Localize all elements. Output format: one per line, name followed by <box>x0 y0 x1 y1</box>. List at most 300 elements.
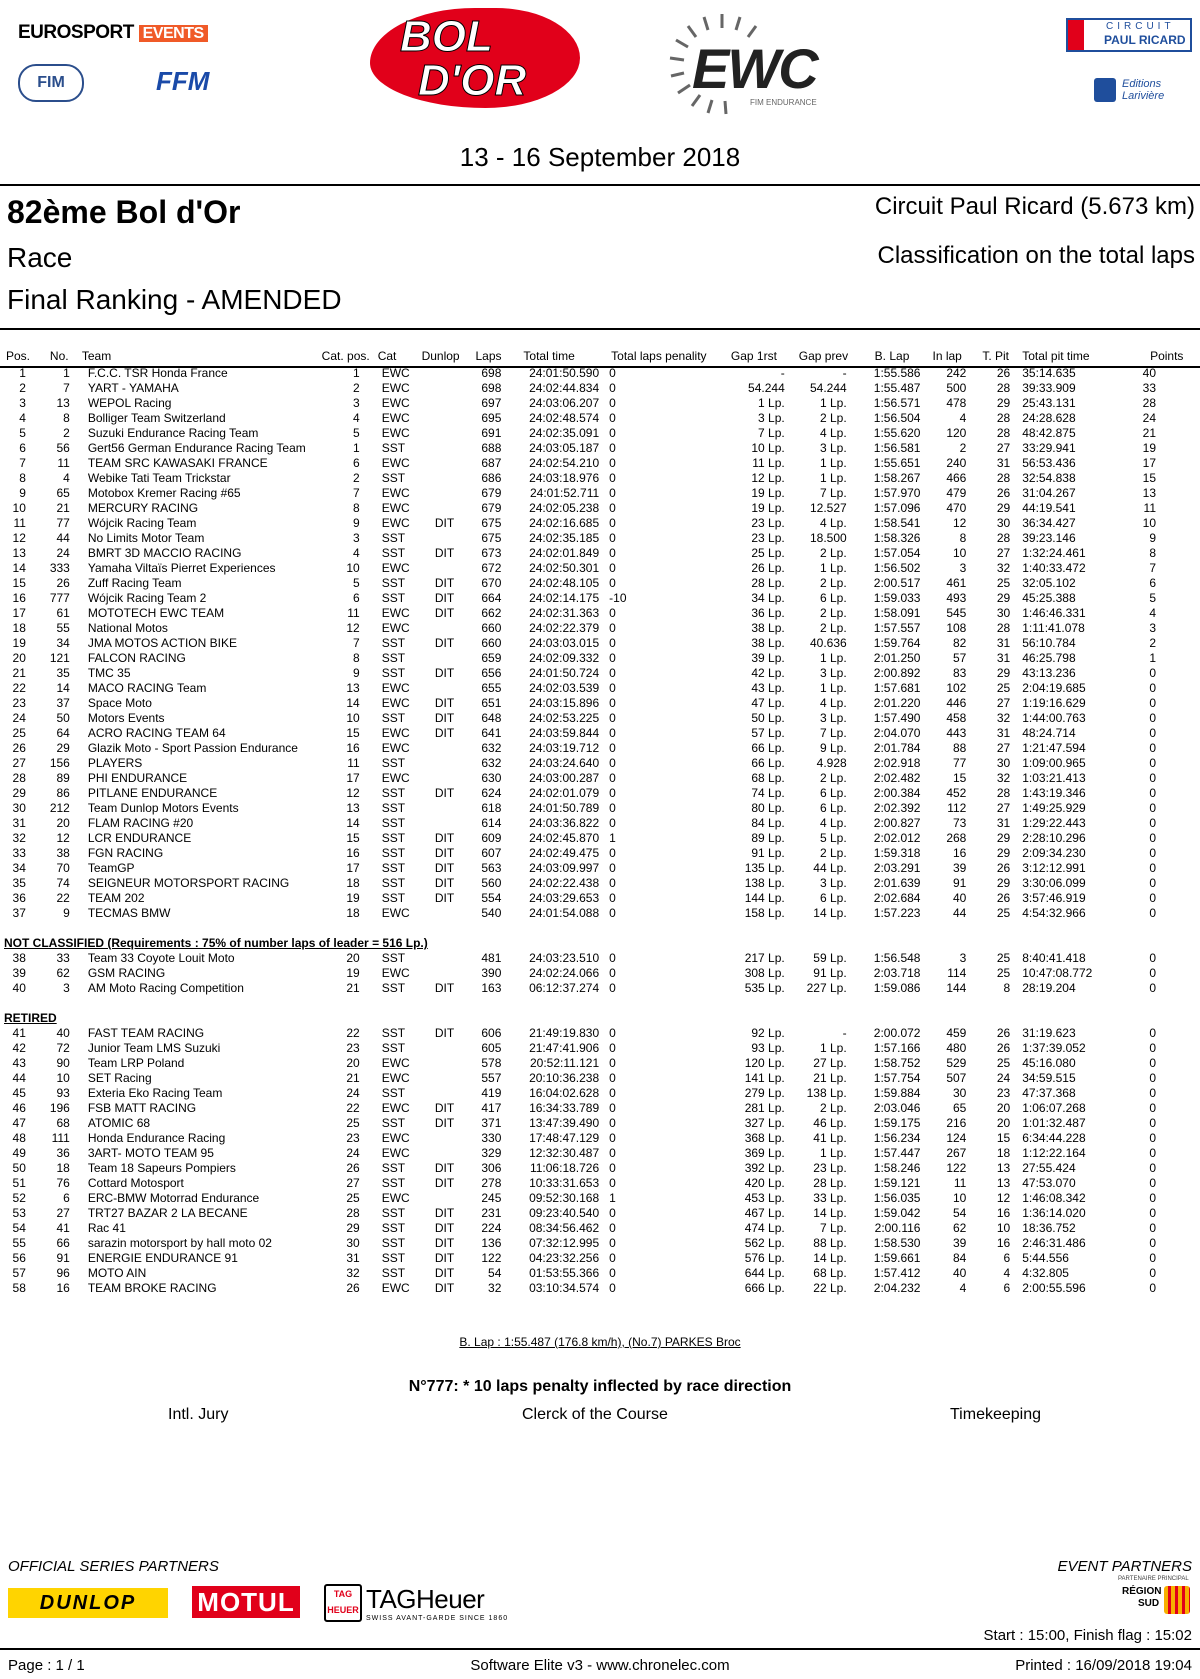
cell-gap-first: 7 Lp. <box>758 426 785 440</box>
cell-laps: 306 <box>481 1161 502 1175</box>
cell-cat-pos: 31 <box>346 1251 360 1265</box>
cell-pos: 29 <box>12 786 26 800</box>
cell-points: 3 <box>1149 621 1156 635</box>
table-row <box>0 906 1200 921</box>
cell-points: 0 <box>1149 1281 1156 1295</box>
cell-dunlop: DIT <box>434 981 455 995</box>
table-row <box>0 1191 1200 1206</box>
cell-total-pit-time: 8:40:41.418 <box>1022 951 1086 965</box>
cell-laps: 655 <box>481 681 502 695</box>
cell-dunlop: DIT <box>434 1116 455 1130</box>
cell-gap-prev: 23 Lp. <box>813 1161 847 1175</box>
cell-pos: 58 <box>12 1281 26 1295</box>
cell-dunlop: DIT <box>434 711 455 725</box>
cell-gap-first: 135 Lp. <box>744 861 785 875</box>
cell-gap-first: 120 Lp. <box>744 1056 785 1070</box>
cell-in-lap: 39 <box>952 1236 967 1250</box>
cell-points: 8 <box>1149 546 1156 560</box>
cell-cat: SST <box>381 1266 406 1280</box>
table-row <box>0 891 1200 906</box>
cell-in-lap: 4 <box>959 411 967 425</box>
cell-gap-first: 420 Lp. <box>744 1176 785 1190</box>
cell-in-lap: 458 <box>946 711 967 725</box>
cell-cat-pos: 15 <box>346 726 360 740</box>
event-partners-title: EVENT PARTNERS <box>1057 1558 1192 1575</box>
cell-total-time: 17:48:47.129 <box>529 1131 600 1145</box>
cell-points: 28 <box>1142 396 1156 410</box>
cell-pos: 48 <box>12 1131 26 1145</box>
ewc-text: EWC <box>692 37 817 100</box>
ffm-text: FFM <box>156 66 210 96</box>
table-row <box>0 1056 1200 1071</box>
tag-heuer-shield <box>324 1584 362 1622</box>
fim-text: FIM <box>37 74 65 91</box>
cell-best-lap: 2:01.639 <box>873 876 921 890</box>
cell-gap-first: 50 Lp. <box>751 711 785 725</box>
cell-gap-prev: 1 Lp. <box>819 471 847 485</box>
cell-cat-pos: 18 <box>346 876 360 890</box>
cell-dunlop <box>422 951 468 966</box>
cell-pos: 46 <box>12 1101 26 1115</box>
cell-total-time: 24:02:48.574 <box>529 411 600 425</box>
cell-gap-first: 26 Lp. <box>751 561 785 575</box>
cell-cat: SST <box>381 651 406 665</box>
cell-pos: 4 <box>19 411 26 425</box>
cell-total-time: 06:12:37.274 <box>529 981 600 995</box>
cell-total-pit-time: 2:46:31.486 <box>1022 1236 1086 1250</box>
cell-cat: EWC <box>381 606 410 620</box>
cell-points: 0 <box>1149 1266 1156 1280</box>
cell-penality: 0 <box>609 531 616 545</box>
cell-team: 3ART- MOTO TEAM 95 <box>87 1146 214 1160</box>
cell-points: 10 <box>1142 516 1156 530</box>
cell-cat: SST <box>381 816 406 830</box>
best-lap-note: B. Lap : 1:55.487 (176.8 km/h), (No.7) PARKES Broc <box>459 1335 741 1349</box>
cell-gap-first: 23 Lp. <box>751 516 785 530</box>
cell-laps: 624 <box>481 786 502 800</box>
cell-penality: 0 <box>609 471 616 485</box>
cell-cat-pos: 1 <box>353 441 360 455</box>
cell-cat-pos: 20 <box>346 951 360 965</box>
cell-total-time: 24:03:15.896 <box>529 696 600 710</box>
cell-t-pit: 27 <box>996 801 1011 815</box>
cell-t-pit: 26 <box>996 1026 1011 1040</box>
cell-total-time: 24:02:31.363 <box>529 606 600 620</box>
cell-best-lap: 1:58.530 <box>873 1236 921 1250</box>
cell-cat-pos: 26 <box>346 1281 360 1295</box>
boldor-logo <box>370 8 580 108</box>
cell-in-lap: 459 <box>946 1026 967 1040</box>
cell-gap-prev: 3 Lp. <box>819 876 847 890</box>
cell-penality: 0 <box>609 726 616 740</box>
cell-in-lap: 461 <box>946 576 967 590</box>
cell-total-time: 24:02:14.175 <box>529 591 600 605</box>
cell-best-lap: 1:56.581 <box>873 441 921 455</box>
cell-dunlop <box>422 756 468 771</box>
cell-gap-prev: 1 Lp. <box>819 1146 847 1160</box>
cell-cat-pos: 25 <box>346 1116 360 1130</box>
cell-dunlop: DIT <box>434 831 455 845</box>
cell-points: 0 <box>1149 1191 1156 1205</box>
cell-team: Wójcik Racing Team 2 <box>87 591 207 605</box>
col-cat: Cat <box>377 349 397 363</box>
cell-gap-first: 92 Lp. <box>751 1026 785 1040</box>
cell-points: 0 <box>1149 1071 1156 1085</box>
cell-team: Honda Endurance Racing <box>87 1131 226 1145</box>
cell-t-pit: 27 <box>996 741 1011 755</box>
cell-pos: 35 <box>12 876 26 890</box>
cell-best-lap: 2:02.392 <box>873 801 921 815</box>
cell-team: FGN RACING <box>87 846 164 860</box>
cell-pos: 30 <box>12 801 26 815</box>
cell-t-pit: 28 <box>996 531 1011 545</box>
cell-t-pit: 28 <box>996 381 1011 395</box>
session-title: Race <box>7 242 73 273</box>
cell-in-lap: 242 <box>946 366 967 380</box>
cell-gap-first: 57 Lp. <box>751 726 785 740</box>
cell-no: 333 <box>49 561 70 575</box>
cell-gap-prev: 91 Lp. <box>813 966 847 980</box>
table-row <box>0 1071 1200 1086</box>
cell-in-lap: 216 <box>946 1116 967 1130</box>
jury-signature-label: Intl. Jury <box>168 1406 229 1423</box>
cell-cat: EWC <box>381 366 410 380</box>
printed-date: Printed : 16/09/2018 19:04 <box>1015 1657 1192 1674</box>
cell-gap-first: 38 Lp. <box>751 621 785 635</box>
cell-gap-prev: 9 Lp. <box>819 741 847 755</box>
table-row <box>0 1131 1200 1146</box>
cell-dunlop: DIT <box>434 1281 455 1295</box>
cell-cat-pos: 16 <box>346 846 360 860</box>
cell-team: F.C.C. TSR Honda France <box>87 366 228 380</box>
cell-no: 44 <box>56 531 70 545</box>
cell-no: 1 <box>63 366 70 380</box>
cell-dunlop <box>422 561 468 576</box>
cell-in-lap: 268 <box>946 831 967 845</box>
cell-penality: 0 <box>609 1281 616 1295</box>
cell-total-time: 24:03:29.653 <box>529 891 600 905</box>
cell-pos: 40 <box>12 981 26 995</box>
cell-no: 70 <box>56 861 70 875</box>
cell-cat-pos: 20 <box>346 1056 360 1070</box>
cell-in-lap: 15 <box>952 771 967 785</box>
cell-total-pit-time: 6:34:44.228 <box>1022 1131 1086 1145</box>
table-row <box>0 606 1200 621</box>
cell-dunlop: DIT <box>434 591 455 605</box>
fim-logo <box>18 64 84 102</box>
cell-t-pit: 28 <box>996 426 1011 440</box>
cell-cat-pos: 22 <box>346 1026 360 1040</box>
cell-in-lap: 11 <box>953 1176 967 1190</box>
cell-t-pit: 28 <box>996 786 1011 800</box>
cell-team: GSM RACING <box>87 966 166 980</box>
cell-total-time: 04:23:32.256 <box>529 1251 600 1265</box>
cell-total-time: 24:01:52.711 <box>529 486 600 500</box>
cell-dunlop: DIT <box>434 1206 455 1220</box>
cell-gap-first: 91 Lp. <box>751 846 785 860</box>
cell-t-pit: 6 <box>1003 1281 1011 1295</box>
cell-t-pit: 31 <box>996 636 1011 650</box>
table-header-underline <box>0 366 1200 368</box>
cell-gap-prev: 7 Lp. <box>819 1221 847 1235</box>
cell-gap-prev: 6 Lp. <box>819 786 847 800</box>
cell-points: 0 <box>1149 1131 1156 1145</box>
cell-laps: 390 <box>481 966 502 980</box>
cell-gap-first: 138 Lp. <box>744 876 785 890</box>
cell-no: 41 <box>56 1221 70 1235</box>
cell-laps: 656 <box>481 666 502 680</box>
cell-cat-pos: 17 <box>346 861 360 875</box>
cell-best-lap: 1:56.548 <box>873 951 921 965</box>
cell-laps: 163 <box>481 981 502 995</box>
cell-dunlop: DIT <box>434 666 455 680</box>
cell-gap-first: 19 Lp. <box>751 486 785 500</box>
cell-no: 37 <box>56 696 70 710</box>
cell-gap-prev: 1 Lp. <box>819 681 847 695</box>
cell-pos: 8 <box>19 471 26 485</box>
cell-dunlop: DIT <box>434 786 455 800</box>
cell-pos: 37 <box>12 906 26 920</box>
cell-best-lap: 1:55.651 <box>873 456 921 470</box>
cell-in-lap: 30 <box>952 1086 967 1100</box>
cell-no: 13 <box>56 396 70 410</box>
cell-team: Rac 41 <box>87 1221 126 1235</box>
cell-best-lap: 1:57.970 <box>873 486 921 500</box>
cell-points: 0 <box>1149 786 1156 800</box>
cell-best-lap: 1:57.681 <box>873 681 921 695</box>
cell-no: 20 <box>56 816 70 830</box>
cell-no: 8 <box>63 411 70 425</box>
cell-points: 15 <box>1142 471 1156 485</box>
cell-cat-pos: 23 <box>346 1131 360 1145</box>
table-row <box>0 471 1200 486</box>
cell-t-pit: 27 <box>996 696 1011 710</box>
cell-team: TRT27 BAZAR 2 LA BECANE <box>87 1206 248 1220</box>
cell-pos: 21 <box>12 666 26 680</box>
cell-penality: -10 <box>609 591 627 605</box>
cell-gap-prev: 1 Lp. <box>819 651 847 665</box>
cell-cat-pos: 6 <box>353 456 360 470</box>
cell-t-pit: 8 <box>1003 981 1011 995</box>
table-row <box>0 1266 1200 1281</box>
editions-text-1: Editions <box>1122 78 1162 90</box>
cell-pos: 50 <box>12 1161 26 1175</box>
cell-pos: 32 <box>12 831 26 845</box>
cell-dunlop <box>422 741 468 756</box>
cell-team: YART - YAMAHA <box>87 381 179 395</box>
cell-best-lap: 1:57.412 <box>873 1266 921 1280</box>
region-flag-icon <box>1164 1586 1190 1614</box>
cell-cat-pos: 23 <box>346 1041 360 1055</box>
cell-t-pit: 28 <box>996 411 1011 425</box>
table-row <box>0 1251 1200 1266</box>
cell-dunlop <box>422 471 468 486</box>
cell-gap-prev: 227 Lp. <box>806 981 847 995</box>
cell-penality: 0 <box>609 546 616 560</box>
cell-team: TEAM SRC KAWASAKI FRANCE <box>87 456 268 470</box>
cell-team: sarazin motorsport by hall moto 02 <box>87 1236 272 1250</box>
ewc-sub-text: FIM ENDURANCE <box>750 98 817 107</box>
penalty-note: N°777: * 10 laps penalty inflected by race direction <box>408 1378 792 1395</box>
cell-total-pit-time: 47:53.070 <box>1022 1176 1076 1190</box>
cell-in-lap: 493 <box>946 591 967 605</box>
cell-gap-prev: 6 Lp. <box>819 891 847 905</box>
cell-gap-prev: 41 Lp. <box>813 1131 847 1145</box>
cell-gap-prev: 1 Lp. <box>819 396 847 410</box>
cell-laps: 630 <box>481 771 502 785</box>
cell-cat: EWC <box>381 1071 410 1085</box>
cell-penality: 0 <box>609 456 616 470</box>
cell-dunlop: DIT <box>434 1161 455 1175</box>
cell-gap-prev: 12.527 <box>809 501 847 515</box>
cell-best-lap: 2:04.070 <box>873 726 921 740</box>
cell-laps: 675 <box>481 516 502 530</box>
cell-total-time: 24:01:50.789 <box>529 801 600 815</box>
cell-team: Motobox Kremer Racing #65 <box>87 486 241 500</box>
cell-laps: 673 <box>481 546 502 560</box>
cell-points: 0 <box>1149 876 1156 890</box>
cell-laps: 618 <box>481 801 502 815</box>
cell-penality: 0 <box>609 606 616 620</box>
cell-pos: 33 <box>12 846 26 860</box>
cell-cat: SST <box>381 1116 406 1130</box>
cell-no: 40 <box>56 1026 70 1040</box>
cell-t-pit: 30 <box>996 606 1011 620</box>
table-row <box>0 1221 1200 1236</box>
cell-gap-prev: 4 Lp. <box>819 696 847 710</box>
cell-total-time: 24:02:16.685 <box>529 516 600 530</box>
col-best-lap: B. Lap <box>874 349 910 363</box>
cell-t-pit: 13 <box>996 1161 1011 1175</box>
cell-no: 74 <box>56 876 70 890</box>
cell-pos: 56 <box>12 1251 26 1265</box>
cell-t-pit: 27 <box>996 546 1011 560</box>
cell-gap-prev: 2 Lp. <box>819 546 847 560</box>
cell-cat: EWC <box>381 516 410 530</box>
cell-dunlop <box>422 366 468 381</box>
cell-cat: SST <box>381 1176 406 1190</box>
cell-t-pit: 20 <box>996 1101 1011 1115</box>
cell-points: 0 <box>1149 816 1156 830</box>
cell-in-lap: 12 <box>952 516 967 530</box>
cell-total-pit-time: 1:40:33.472 <box>1022 561 1086 575</box>
cell-points: 40 <box>1142 366 1156 380</box>
cell-cat: SST <box>381 1041 406 1055</box>
cell-pos: 15 <box>12 576 26 590</box>
cell-penality: 0 <box>609 846 616 860</box>
cell-total-pit-time: 45:25.388 <box>1022 591 1076 605</box>
cell-gap-first: 144 Lp. <box>744 891 785 905</box>
col-dunlop: Dunlop <box>421 349 460 363</box>
retired-rows <box>0 1026 1200 1296</box>
cell-gap-first: - <box>780 366 785 380</box>
cell-laps: 136 <box>481 1236 502 1250</box>
cell-points: 17 <box>1142 456 1156 470</box>
cell-team: TeamGP <box>87 861 135 875</box>
cell-laps: 632 <box>481 756 502 770</box>
cell-best-lap: 1:58.267 <box>873 471 921 485</box>
cell-in-lap: 507 <box>946 1071 967 1085</box>
cell-dunlop <box>422 966 468 981</box>
cell-total-time: 24:01:50.724 <box>529 666 600 680</box>
cell-points: 0 <box>1149 1176 1156 1190</box>
ranking-title: Final Ranking - AMENDED <box>7 284 342 315</box>
cell-penality: 0 <box>609 381 616 395</box>
spacer-row <box>0 921 1200 936</box>
cell-gap-first: 28 Lp. <box>751 576 785 590</box>
cell-best-lap: 1:57.054 <box>873 546 921 560</box>
table-row <box>0 441 1200 456</box>
cell-cat: EWC <box>381 1056 410 1070</box>
cell-dunlop: DIT <box>434 576 455 590</box>
cell-cat: SST <box>381 1161 406 1175</box>
table-row <box>0 681 1200 696</box>
cell-gap-prev: 4 Lp. <box>819 516 847 530</box>
cell-gap-first: 1 Lp. <box>758 396 785 410</box>
cell-penality: 0 <box>609 966 616 980</box>
cell-gap-first: 23 Lp. <box>751 531 785 545</box>
cell-penality: 1 <box>609 1191 616 1205</box>
cell-in-lap: 470 <box>946 501 967 515</box>
cell-cat: SST <box>381 1206 406 1220</box>
cell-pos: 5 <box>19 426 26 440</box>
table-row <box>0 1236 1200 1251</box>
cell-gap-prev: 4 Lp. <box>819 816 847 830</box>
cell-points: 0 <box>1149 1041 1156 1055</box>
not-classified-title-row <box>0 936 1200 951</box>
cell-cat-pos: 18 <box>346 906 360 920</box>
cell-points: 0 <box>1149 681 1156 695</box>
cell-total-pit-time: 25:43.131 <box>1022 396 1076 410</box>
cell-pos: 51 <box>12 1176 26 1190</box>
cell-dunlop <box>422 396 468 411</box>
cell-total-time: 24:02:22.438 <box>529 876 600 890</box>
cell-no: 38 <box>56 846 70 860</box>
cell-dunlop <box>422 621 468 636</box>
cell-t-pit: 18 <box>996 1146 1011 1160</box>
cell-t-pit: 24 <box>996 1071 1011 1085</box>
cell-best-lap: 1:55.487 <box>873 381 921 395</box>
cell-gap-first: 47 Lp. <box>751 696 785 710</box>
cell-points: 0 <box>1149 666 1156 680</box>
cell-no: 6 <box>63 1191 70 1205</box>
cell-t-pit: 25 <box>996 951 1011 965</box>
cell-no: 89 <box>56 771 70 785</box>
cell-laps: 606 <box>481 1026 502 1040</box>
table-row <box>0 816 1200 831</box>
cell-laps: 698 <box>481 366 502 380</box>
event-dates: 13 - 16 September 2018 <box>459 142 741 172</box>
cell-gap-prev: 1 Lp. <box>819 456 847 470</box>
cell-dunlop <box>422 651 468 666</box>
table-row <box>0 561 1200 576</box>
cell-gap-first: 644 Lp. <box>744 1266 785 1280</box>
cell-gap-first: 11 Lp. <box>752 456 785 470</box>
cell-total-pit-time: 24:28.628 <box>1022 411 1076 425</box>
cell-in-lap: 108 <box>946 621 967 635</box>
cell-pos: 34 <box>12 861 26 875</box>
cell-penality: 0 <box>609 1086 616 1100</box>
cell-team: Webike Tati Team Trickstar <box>87 471 231 485</box>
cell-laps: 54 <box>488 1266 502 1280</box>
cell-pos: 9 <box>19 486 26 500</box>
cell-cat-pos: 7 <box>353 636 360 650</box>
cell-cat-pos: 28 <box>346 1206 360 1220</box>
col-total-pit-time: Total pit time <box>1022 349 1090 363</box>
cell-total-time: 01:53:55.366 <box>529 1266 600 1280</box>
cell-cat: SST <box>381 786 406 800</box>
cell-penality: 0 <box>609 561 616 575</box>
